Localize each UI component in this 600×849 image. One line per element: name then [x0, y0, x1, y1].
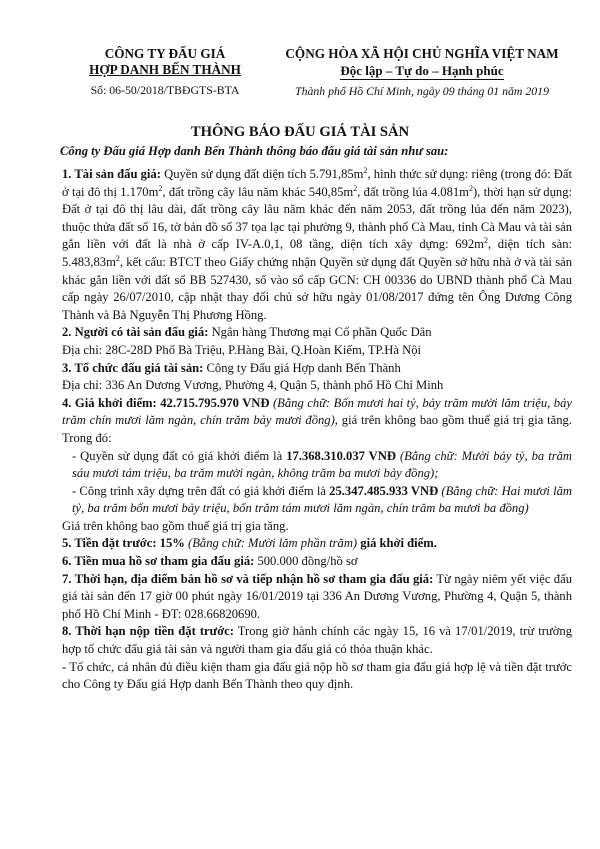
section-8-value: Trong giờ hành chính các ngày 15, 16 và 17/01/2019, trừ trường hợp tổ chức đấu giá tài sản và người tham gia đấu giá có thỏa thuận khác.: [62, 624, 572, 657]
company-header: [80, 46, 250, 98]
bullet-text: - Công trình xây dựng trên đất có giá khởi điểm là: [72, 483, 330, 498]
section-3-label: 3. Tổ chức đấu giá tài sản:: [62, 360, 204, 375]
section-5-tail: giá khởi điểm.: [357, 536, 437, 551]
section-3: [62, 360, 572, 378]
superscript: 2: [158, 183, 163, 193]
superscript: 2: [468, 183, 473, 193]
section-6: [62, 553, 572, 571]
superscript: 2: [483, 236, 488, 246]
section-1-text: , đất trồng lúa 4.081m: [357, 184, 469, 199]
document-subtitle: Công ty Đấu giá Hợp danh Bến Thành thông báo đấu giá tài sản như sau:: [60, 144, 449, 158]
section-1-text: , đất trồng cây lâu năm khác 540,85m: [162, 184, 354, 199]
section-6-value: 500.000 đồng/hồ sơ: [254, 554, 358, 569]
section-7: [62, 571, 572, 624]
section-4-label: 4. Giá khởi điểm: 42.715.795.970 VNĐ: [62, 395, 270, 410]
section-5-label: 5. Tiền đặt trước: 15%: [62, 536, 185, 551]
section-5: [62, 535, 572, 553]
company-name-line1: CÔNG TY ĐẤU GIÁ: [104, 46, 226, 61]
section-5-words: (Bằng chữ: Mười lăm phần trăm): [184, 536, 358, 551]
national-header: [272, 46, 572, 99]
section-1-text: , kết cấu: BTCT theo Giấy chứng nhận Quyền sử dụng đất Quyền sở hữu nhà ở và tài sản khác gắn liền với đất số BB 527430, số vào sổ cấp GCN: CH 00336 do UBND thành phố Cà Mau cấp ngày 26/07/2010, cập nhật thay đổi chủ sở hữu ngày 01/08/2017 đứng tên Ông Dương Công Thành và Bà Nguyễn Thị Phương Hồng.: [62, 254, 572, 322]
bullet-words: (Bằng chữ: Mười bảy tỷ, ba trăm sáu mươi tám triệu, ba trăm mười ngàn, không trăm ba mươi bảy đồng);: [72, 448, 572, 481]
company-name-line2: HỢP DANH BẾN THÀNH: [89, 62, 241, 77]
nation-title: CỘNG HÒA XÃ HỘI CHỦ NGHĨA VIỆT NAM: [285, 46, 559, 61]
document-title: THÔNG BÁO ĐẤU GIÁ TÀI SẢN: [190, 124, 410, 140]
section-4-words: (Bằng chữ: Bốn mươi hai tỷ, bảy trăm mười lăm triệu, bảy trăm chín mươi lăm ngàn, chín trăm bảy mươi đồng),: [62, 395, 572, 428]
superscript: 2: [115, 253, 120, 263]
section-4-rest: giá trên không bao gồm thuế giá trị gia tăng. Trong đó:: [62, 413, 573, 445]
section-8-label: 8. Thời hạn nộp tiền đặt trước:: [62, 624, 234, 639]
section-8-note: - Tổ chức, cá nhân đủ điều kiện tham gia đấu giá nộp hồ sơ tham gia đấu giá hợp lệ và tiền đặt trước cho Công ty Đấu giá Hợp danh Bến Thành theo quy định.: [62, 659, 572, 692]
document-number: Số: 06-50/2018/TBĐGTS-BTA: [90, 83, 240, 97]
section-4-note: Giá trên không bao gồm thuế giá trị gia tăng.: [62, 518, 289, 533]
section-3-value: Công ty Đấu giá Hợp danh Bến Thành: [203, 360, 401, 375]
superscript: 2: [363, 165, 368, 175]
section-1-text: , diện tích sàn: 5.483,83m: [62, 237, 572, 269]
section-8: [62, 623, 572, 658]
section-2-label: 2. Người có tài sản đấu giá:: [62, 325, 209, 340]
document-body: [62, 166, 572, 694]
section-2: [62, 324, 572, 342]
section-2-address: Địa chỉ: 28C-28D Phố Bà Triệu, P.Hàng Bài, Q.Hoàn Kiếm, TP.Hà Nội: [62, 342, 422, 357]
section-4: [62, 395, 572, 448]
section-1: [62, 166, 572, 324]
section-1-label: 1. Tài sản đấu giá:: [62, 167, 161, 181]
section-1-text: ), thời hạn sử dụng: Đất ở tại đô thị lâu dài, đất trồng cây lâu năm khác đến năm 2053, đất trồng lúa đến năm 2023), thuộc thửa đất số 16, tờ bản đồ số 37 tọa lạc tại phường 9, thành phố Cà Mau, tỉnh Cà Mau và tài sản gắn liền với đất là nhà ở cấp IV-A.0,1, 08 tầng, diện tích xây dựng: 692m: [62, 184, 572, 252]
section-1-text: , hình thức sử dụng: riêng (trong đó: Đất ở tại đô thị 1.170m: [62, 167, 572, 199]
bullet-value: 25.347.485.933 VNĐ: [329, 483, 439, 498]
section-2-value: Ngân hàng Thương mại Cổ phần Quốc Dân: [208, 325, 432, 340]
national-motto: Độc lập – Tự do – Hạnh phúc: [340, 63, 504, 78]
bullet-text: - Quyền sử dụng đất có giá khởi điểm là: [72, 448, 287, 463]
section-1-text: Quyền sử dụng đất diện tích 5.791,85m: [160, 167, 364, 181]
section-3-address: Địa chỉ: 336 An Dương Vương, Phường 4, Quận 5, thành phố Hồ Chí Minh: [62, 378, 444, 393]
section-7-label: 7. Thời hạn, địa điểm bán hồ sơ và tiếp nhận hồ sơ tham gia đấu giá:: [62, 571, 434, 586]
bullet-words: (Bằng chữ: Hai mươi lăm tỷ, ba trăm bốn mươi bảy triệu, bốn trăm tám mươi lăm ngàn, chín trăm ba mươi ba đồng): [72, 483, 573, 516]
section-6-label: 6. Tiền mua hồ sơ tham gia đấu giá:: [62, 554, 255, 569]
section-4-bullet-2: [62, 483, 572, 518]
place-and-date: Thành phố Hồ Chí Minh, ngày 09 tháng 01 năm 2019: [295, 84, 549, 98]
superscript: 2: [353, 183, 358, 193]
section-7-value: Từ ngày niêm yết việc đấu giá tài sản đến 17 giờ 00 phút ngày 16/01/2019 tại 336 An Dương Vương, Phường 4, Quận 5, thành phố Hồ Chí Minh - ĐT: 028.66820690.: [62, 571, 572, 621]
section-4-bullet-1: [62, 448, 572, 483]
bullet-value: 17.368.310.037 VNĐ: [286, 448, 396, 463]
